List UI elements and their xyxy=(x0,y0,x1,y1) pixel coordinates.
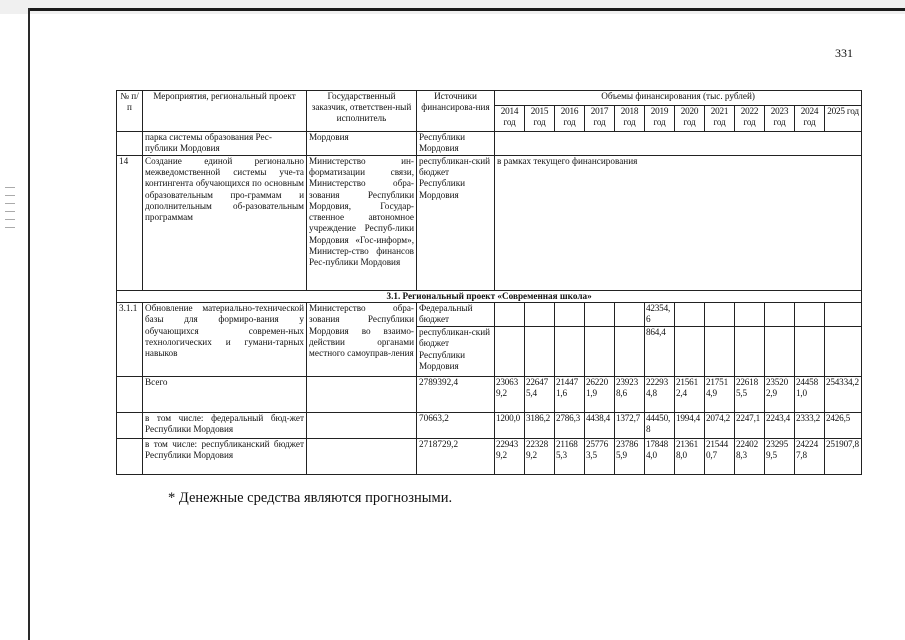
total-value: 222934,8 xyxy=(645,377,675,413)
scan-left-border xyxy=(28,8,30,640)
total-value: 239238,6 xyxy=(615,377,645,413)
row311-rep-2019: 864,4 xyxy=(645,327,675,377)
row-14 xyxy=(117,156,862,291)
total-value: 235202,9 xyxy=(765,377,795,413)
republic-value: 211685,3 xyxy=(555,439,585,475)
republic-value: 257763,5 xyxy=(585,439,615,475)
total-value: 217514,9 xyxy=(705,377,735,413)
row14-sources: республикан-ский бюджет Республики Мордовия xyxy=(417,156,495,291)
federal-value: 1994,4 xyxy=(675,413,705,439)
total-value: 244581,0 xyxy=(795,377,825,413)
header-row xyxy=(117,91,862,106)
scan-top-shadow xyxy=(0,0,905,14)
republic-value: 213618,0 xyxy=(675,439,705,475)
total-sum: 2789392,4 xyxy=(417,377,495,413)
binding-marks xyxy=(5,180,15,250)
row-311-fed xyxy=(117,303,862,327)
header-num: № п/п xyxy=(117,91,143,132)
total-value: 215612,4 xyxy=(675,377,705,413)
row311-measure: Обновление материально-технической базы для формиро-вания у обучающихся современ-ных технологических и гумани-тарных навыков xyxy=(143,303,307,377)
republic-value: 223289,2 xyxy=(525,439,555,475)
row311-fed-2019: 42354,6 xyxy=(645,303,675,327)
federal-value: 2243,4 xyxy=(765,413,795,439)
scan-top-border xyxy=(28,8,905,11)
republic-label: в том числе: республиканский бюджет Республики Мордовия xyxy=(143,439,307,475)
republic-value: 229439,2 xyxy=(495,439,525,475)
federal-value: 2247,1 xyxy=(735,413,765,439)
page-number: 331 xyxy=(835,46,853,60)
section-row xyxy=(117,291,862,303)
republic-value: 178484,0 xyxy=(645,439,675,475)
total-value: 254334,2 xyxy=(825,377,862,413)
year-header: 2022 год xyxy=(735,106,765,132)
row311-source-rep: республикан-ский бюджет Республики Мордовия xyxy=(417,327,495,377)
republic-value: 232959,5 xyxy=(765,439,795,475)
cont-sources: Республики Мордовия xyxy=(417,132,495,156)
federal-value: 2074,2 xyxy=(705,413,735,439)
row14-measure: Создание единой регионально межведомственной системы уче-та контингента обучающихся по основным образовательным про-граммам и дополнительным об-разовательным программам xyxy=(143,156,307,291)
footnote: * Денежные средства являются прогнозными. xyxy=(168,490,453,506)
header-customer: Государственный заказчик, ответствен-ный исполнитель xyxy=(307,91,417,132)
republic-row xyxy=(117,439,862,475)
total-value: 226185,5 xyxy=(735,377,765,413)
row311-customer: Министерство обра-зования Республики Мордовия во взаимо-действии органами местного самоуправ-ления xyxy=(307,303,417,377)
federal-value: 2426,5 xyxy=(825,413,862,439)
total-value: 226475,4 xyxy=(525,377,555,413)
republic-value: 251907,8 xyxy=(825,439,862,475)
total-value: 262201,9 xyxy=(585,377,615,413)
year-header: 2023 год xyxy=(765,106,795,132)
republic-value: 242247,8 xyxy=(795,439,825,475)
republic-sum: 2718729,2 xyxy=(417,439,495,475)
header-volumes: Объемы финансирования (тыс. рублей) xyxy=(495,91,862,106)
total-label: Всего xyxy=(143,377,307,413)
federal-row xyxy=(117,413,862,439)
row14-financing: в рамках текущего финансирования xyxy=(495,156,862,291)
federal-value: 1372,7 xyxy=(615,413,645,439)
year-header: 2017 год xyxy=(585,106,615,132)
republic-value: 215440,7 xyxy=(705,439,735,475)
section-title: 3.1. Региональный проект «Современная школа» xyxy=(117,291,862,303)
row311-source-fed: Федеральный бюджет xyxy=(417,303,495,327)
federal-label: в том числе: федеральный бюд-жет Республики Мордовия xyxy=(143,413,307,439)
federal-value: 3186,2 xyxy=(525,413,555,439)
year-header: 2021 год xyxy=(705,106,735,132)
total-value: 214471,6 xyxy=(555,377,585,413)
year-header: 2025 год xyxy=(825,106,862,132)
republic-value: 237865,9 xyxy=(615,439,645,475)
federal-value: 2786,3 xyxy=(555,413,585,439)
row311-num: 3.1.1 xyxy=(117,303,143,377)
federal-value: 44450,8 xyxy=(645,413,675,439)
total-row xyxy=(117,377,862,413)
header-measure: Мероприятия, региональный проект xyxy=(143,91,307,132)
financing-table xyxy=(116,90,862,475)
republic-value: 224028,3 xyxy=(735,439,765,475)
total-value: 230639,2 xyxy=(495,377,525,413)
year-header: 2014 год xyxy=(495,106,525,132)
year-header: 2019 год xyxy=(645,106,675,132)
cont-measure: парка системы образования Рес-публики Мордовия xyxy=(143,132,307,156)
row14-num: 14 xyxy=(117,156,143,291)
year-header: 2016 год xyxy=(555,106,585,132)
federal-value: 1200,0 xyxy=(495,413,525,439)
year-header: 2024 год xyxy=(795,106,825,132)
row14-customer: Министерство ин-форматизации связи, Министерство обра-зования Республики Мордовия, Государ-ственное автономное учреждение Респуб-лики Мордовия «Гос-информ», Министер-ство финансов Рес-публики Мордовия xyxy=(307,156,417,291)
year-header: 2018 год xyxy=(615,106,645,132)
federal-value: 2333,2 xyxy=(795,413,825,439)
federal-sum: 70663,2 xyxy=(417,413,495,439)
year-header: 2020 год xyxy=(675,106,705,132)
cont-customer: Мордовия xyxy=(307,132,417,156)
header-sources: Источники финансирова-ния xyxy=(417,91,495,132)
year-header: 2015 год xyxy=(525,106,555,132)
federal-value: 4438,4 xyxy=(585,413,615,439)
continuation-row xyxy=(117,132,862,156)
